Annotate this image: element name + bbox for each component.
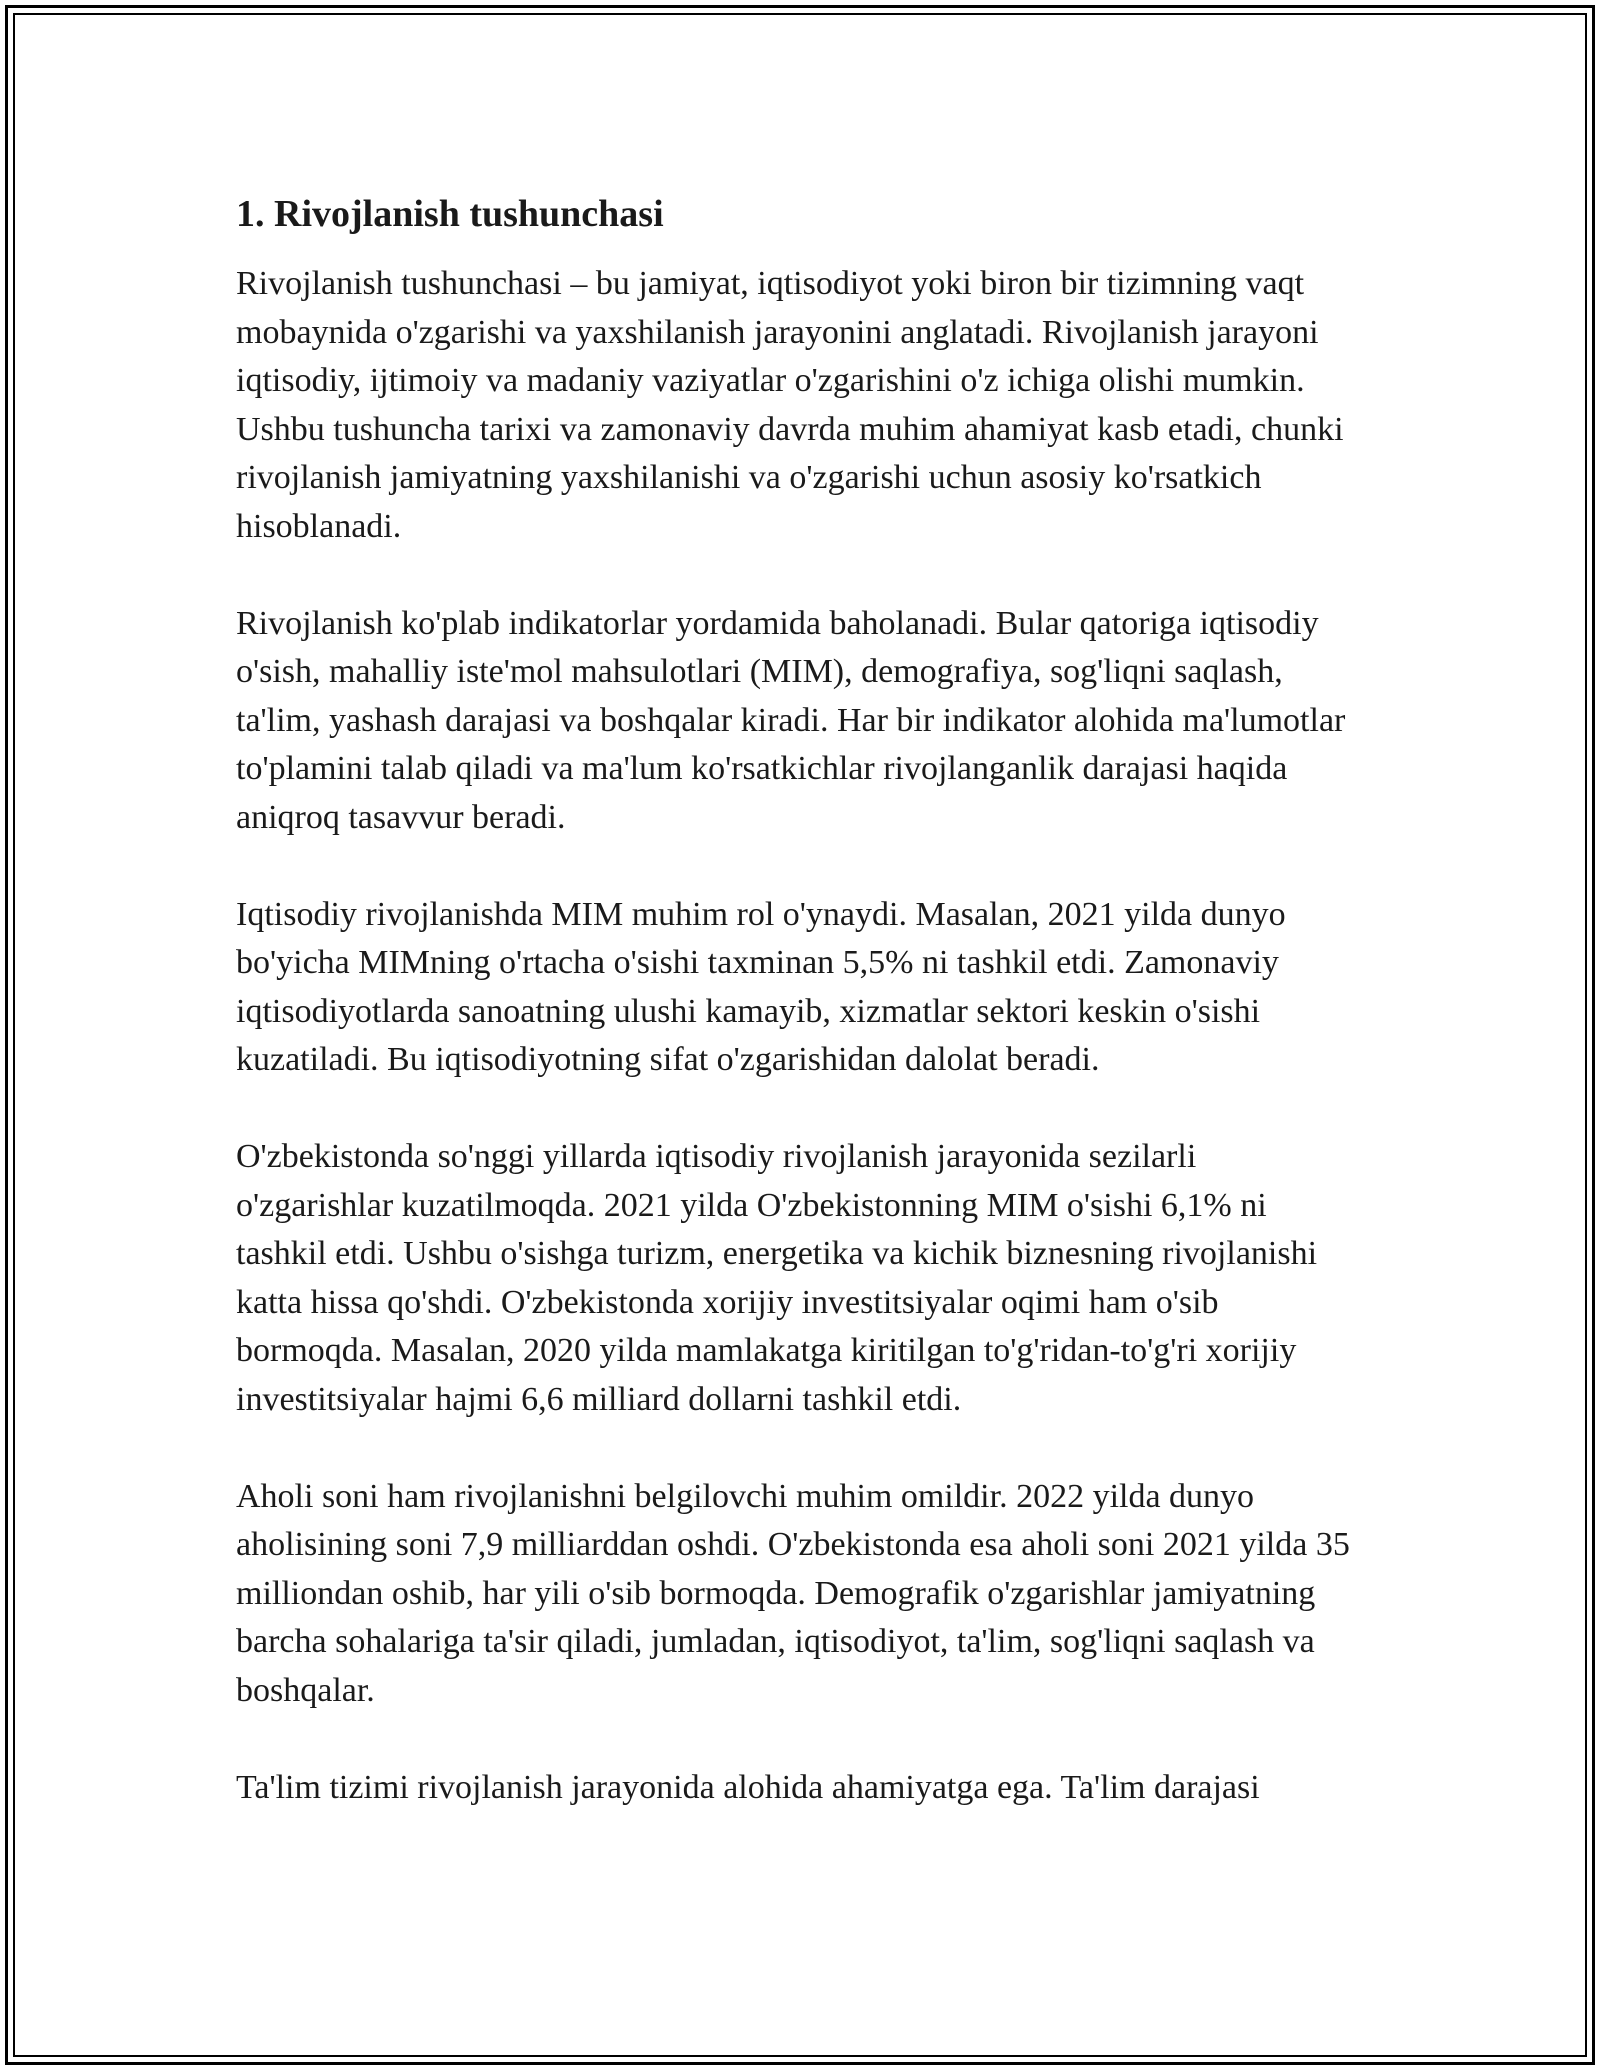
paragraph-population: Aholi soni ham rivojlanishni belgilovchi muhim omildir. 2022 yilda dunyo aholisining soni 7,9 milliarddan oshdi. O'zbekistonda esa aholi soni 2021 yilda 35 milliondan oshib, har yili o'sib bormoqda. Demografik o'zgarishlar jamiyatning barcha sohalariga ta'sir qiladi, jumladan, iqtisodiyot, ta'lim, sog'liqni saqlash va boshqalar. bbox=[236, 1477, 1350, 1709]
section-heading: 1. Rivojlanish tushunchasi bbox=[236, 193, 664, 235]
paragraph-economic-growth: Iqtisodiy rivojlanishda MIM muhim rol o'ynaydi. Masalan, 2021 yilda dunyo bo'yicha MIMning o'rtacha o'sishi taxminan 5,5% ni tashkil etdi. Zamonaviy iqtisodiyotlarda sanoatning ulushi kamayib, xizmatlar sektori keskin o'sishi kuzatiladi. Bu iqtisodiyotning sifat o'zgarishidan dalolat beradi. bbox=[236, 895, 1286, 1078]
paragraph-education: Ta'lim tizimi rivojlanish jarayonida alohida ahamiyatga ega. Ta'lim darajasi bbox=[236, 1768, 1260, 1806]
paragraph-definition: Rivojlanish tushunchasi – bu jamiyat, iqtisodiyot yoki biron bir tizimning vaqt mobaynida o'zgarishi va yaxshilanish jarayonini anglatadi. Rivojlanish jarayoni iqtisodiy, ijtimoiy va madaniy vaziyatlar o'zgarishini o'z ichiga olishi mumkin. Ushbu tushuncha tarixi va zamonaviy davrda muhim ahamiyat kasb etadi, chunki rivojlanish jamiyatning yaxshilanishi va o'zgarishi uchun asosiy ko'rsatkich hisoblanadi. bbox=[236, 265, 1344, 545]
document-body bbox=[236, 186, 1356, 1861]
paragraph-indicators: Rivojlanish ko'plab indikatorlar yordamida baholanadi. Bular qatoriga iqtisodiy o'sish, mahalliy iste'mol mahsulotlari (MIM), demografiya, sog'liqni saqlash, ta'lim, yashash darajasi va boshqalar kiradi. Har bir indikator alohida ma'lumotlar to'plamini talab qiladi va ma'lum ko'rsatkichlar rivojlanganlik darajasi haqida aniqroq tasavvur beradi. bbox=[236, 604, 1346, 836]
paragraph-uzbekistan: O'zbekistonda so'nggi yillarda iqtisodiy rivojlanish jarayonida sezilarli o'zgarishlar kuzatilmoqda. 2021 yilda O'zbekistonning MIM o'sishi 6,1% ni tashkil etdi. Ushbu o'sishga turizm, energetika va kichik biznesning rivojlanishi katta hissa qo'shdi. O'zbekistonda xorijiy investitsiyalar oqimi ham o'sib bormoqda. Masalan, 2020 yilda mamlakatga kiritilgan to'g'ridan-to'g'ri xorijiy investitsiyalar hajmi 6,6 milliard dollarni tashkil etdi. bbox=[236, 1138, 1318, 1418]
